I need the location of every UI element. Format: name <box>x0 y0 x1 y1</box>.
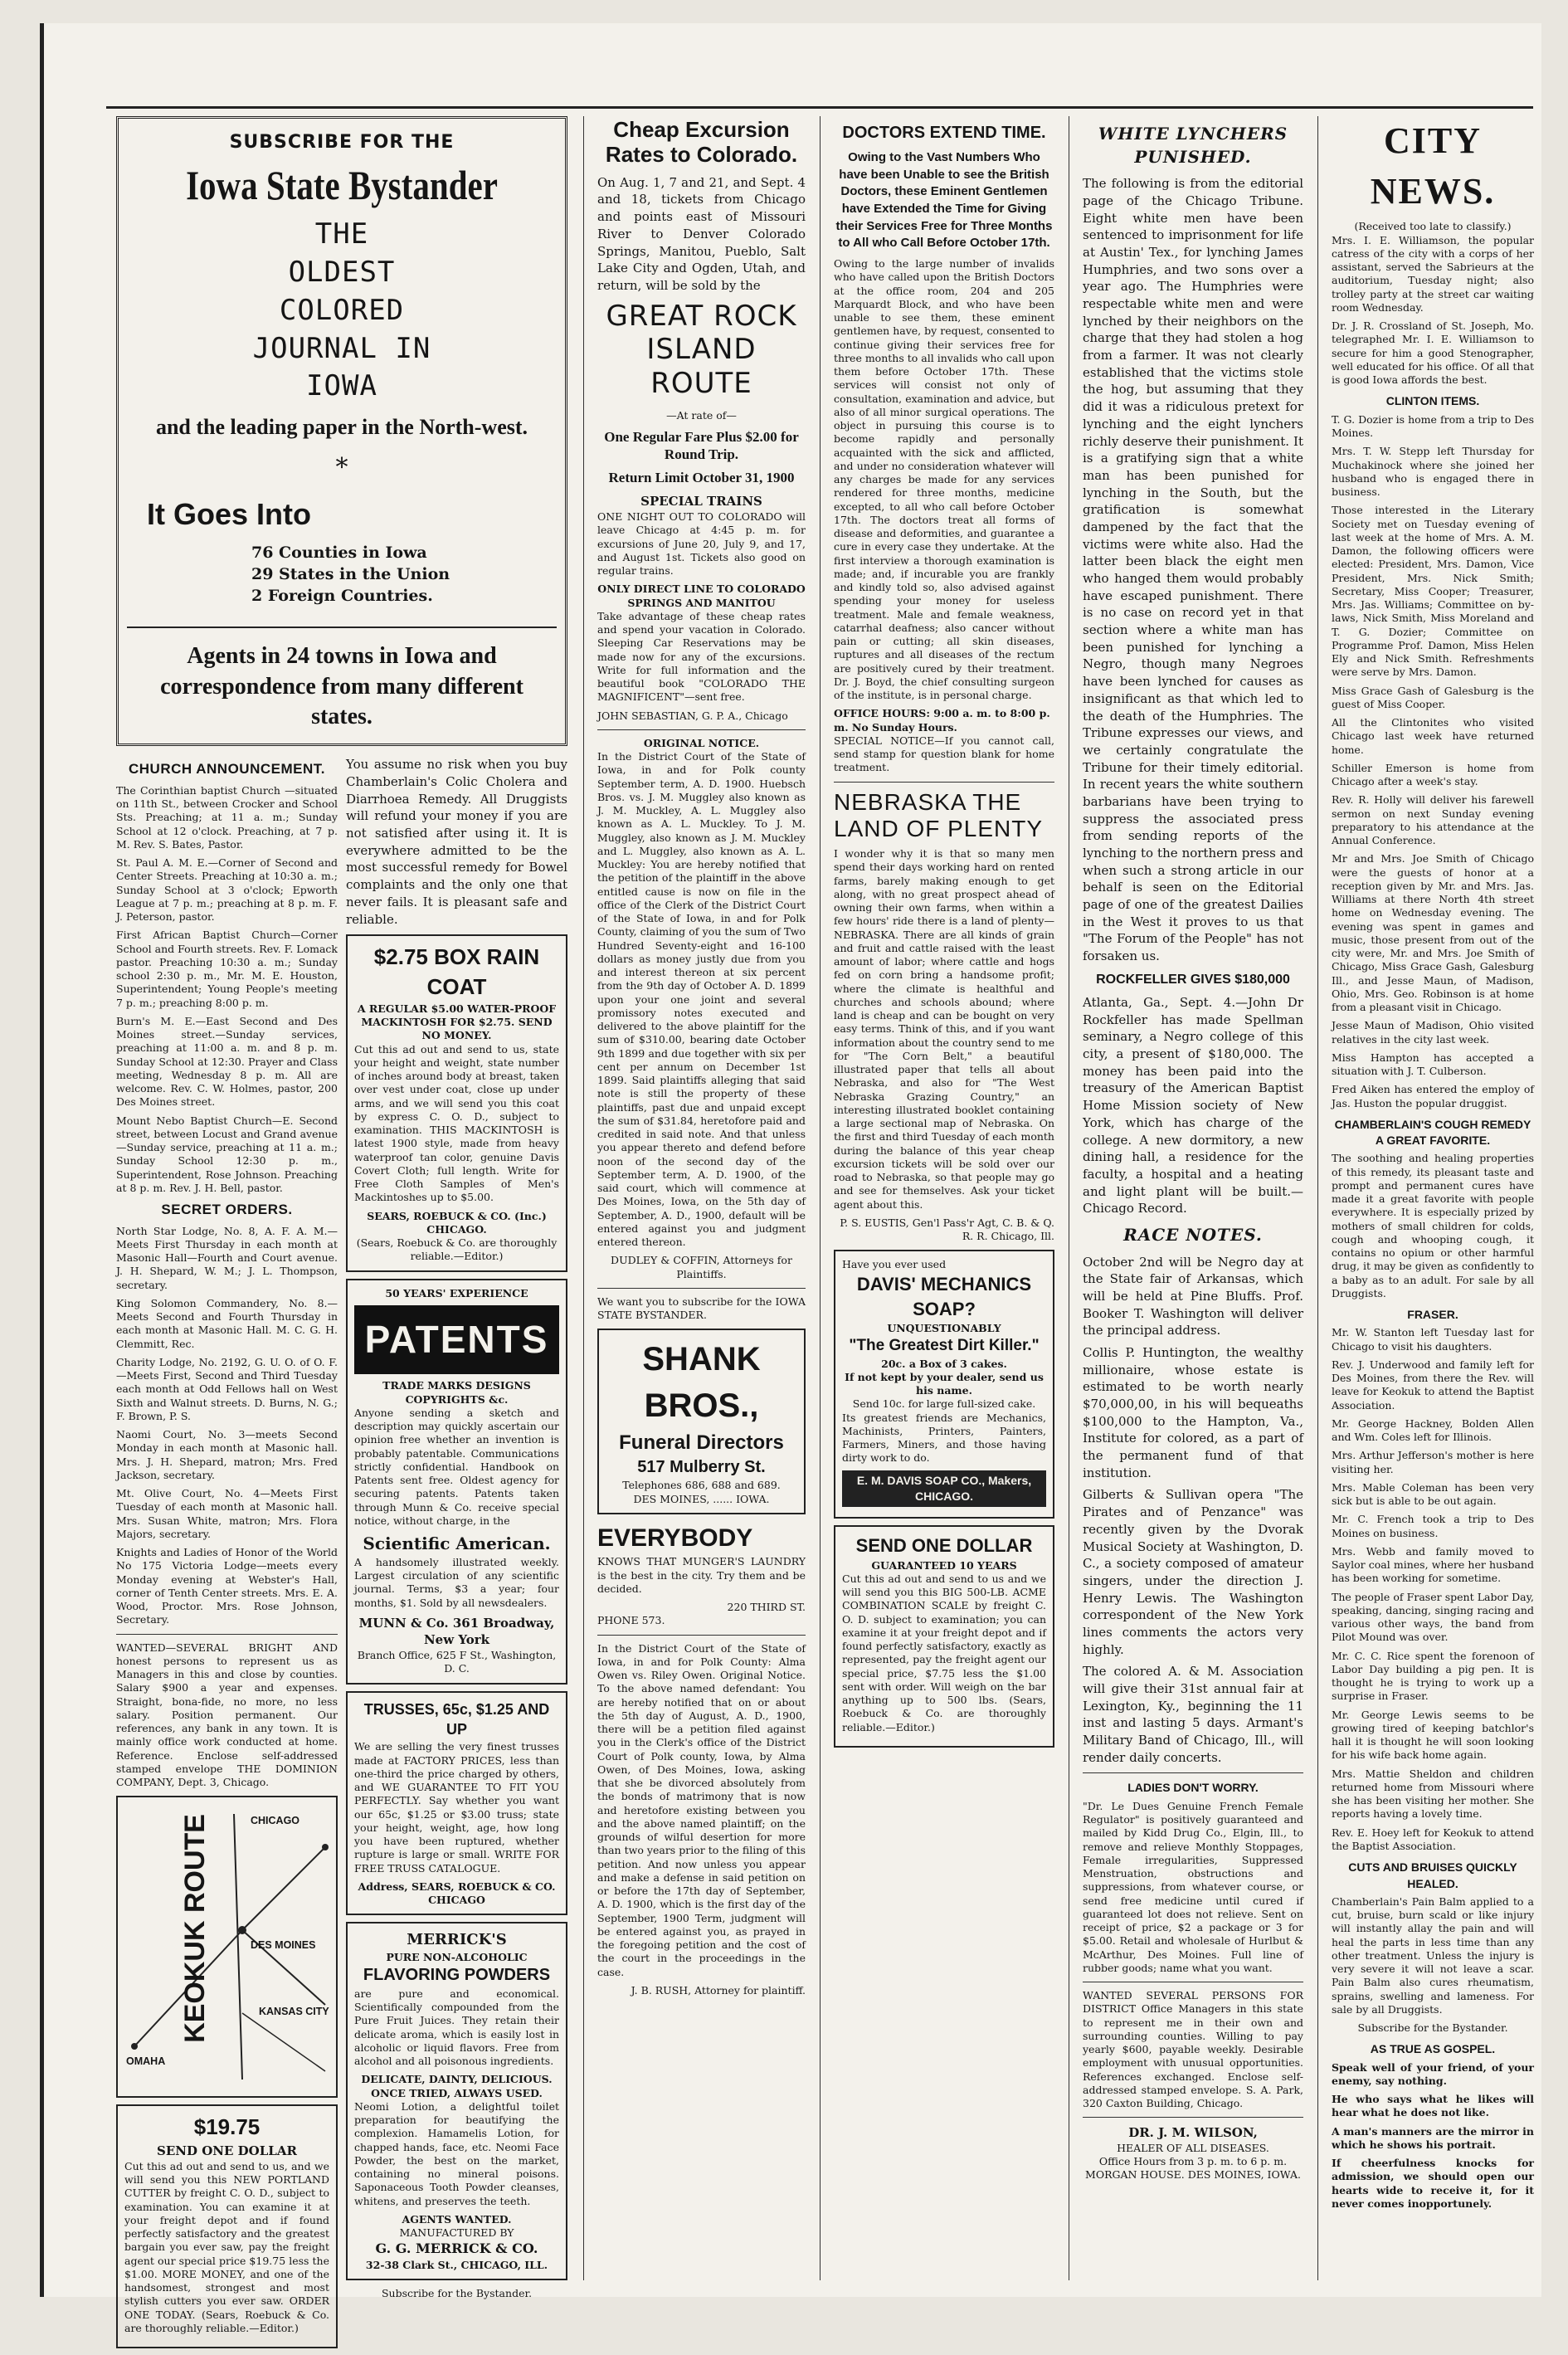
clinton-item: Mr and Mrs. Joe Smith of Chicago were the guests of honor at a reception given by Mr. and Mrs. Jas. Williams at there North 4th street home on Wednesday evening. The evening was spent in games and music, those present from out of the city were, Mr. and Mrs. Joe Smith of Chicago, Miss Grace Gash, Galesburg Ill., and Jesse Maun, of Madison, Ohio, Mrs. Geo. Robinson is at home from a pleasant visit in Chicago. <box>1332 852 1534 1013</box>
secret-item: Naomi Court, No. 3—meets Second Monday in each month at Masonic hall. Mrs. J. H. Shepard, matron; Mrs. Fred Jackson, secretary. <box>116 1428 338 1481</box>
patents-marks: TRADE MARKS DESIGNS COPYRIGHTS &c. <box>382 1379 531 1406</box>
merrick-agents: AGENTS WANTED. <box>402 2212 512 2226</box>
davis-sub: UNQUESTIONABLY <box>887 1322 1001 1335</box>
excursion-heading: Cheap Excursion Rates to Colorado. <box>605 117 798 167</box>
fraser-item: The people of Fraser spent Labor Day, speaking, dancing, singing racing and various other ways, the band from Pilot Mound was over. <box>1332 1590 1534 1644</box>
excursion-text: On Aug. 1, 7 and 21, and Sept. 4 and 18, tickets from Chicago and points east of Missouri River to Denver Colorado Springs, Manitou, Pueblo, Salt Lake City and Ogden, Utah, and return, will be sold by the <box>597 174 806 293</box>
city-note: (Received too late to classify.) <box>1354 220 1512 233</box>
davis-name: DAVIS' MECHANICS SOAP? <box>856 1273 1032 1319</box>
count-line: 76 Counties in Iowa <box>251 544 427 563</box>
fraser-item: Mrs. Mable Coleman has been very sick but is able to be out again. <box>1332 1480 1534 1508</box>
davis-tag: "The Greatest Dirt Killer." <box>849 1337 1040 1355</box>
notice2-text: In the District Court of the State of Iowa, in and for Polk County: Alma Owen vs. Riley Owen. Original Notice. To the above named defendant: You are hereby notified that on or about the 5th day of August, A. D., 1900, there will be a petition filed against you in the Clerk's office of the District Court of Polk county, Iowa, by Alma Owen, of Des Moines, Iowa, asking that she be divorced absolutely from the bonds of matrimony that is now and heretofore existing between you and the above named plaintiff; on the grounds of wilful desertion for more than two years prior to the filing of this petition. And now unless you appear and make a defense in said petition on or before the 17th day of September, A. D. 1900, which is the first day of the September, 1900 Term, judgment will be entered against you, as prayed in the foregoing petition and the cost of the court in the proceedings in the case. <box>597 1641 806 1978</box>
wanted-ad-2: WANTED SEVERAL PERSONS FOR DISTRICT Office Managers in this state to represent me in their own and surrounding counties. Willing to pay yearly $600, payable weekly. Desirable employment with unusual opportunities. References exchanged. Enclose self-addressed stamped envelope. S. A. Park, 320 Caxton Building, Chicago. <box>1083 1989 1303 2110</box>
cutter-heading: SEND ONE DOLLAR <box>157 2143 297 2159</box>
patents-text2: A handsomely illustrated weekly. Largest circulation of any scientific journal. Terms, $3 a year; four months, $1. Sold by all newsdealers. <box>354 1555 559 1609</box>
shank-tel: Telephones 686, 688 and 689. <box>622 1479 781 1492</box>
raincoat-note: (Sears, Roebuck & Co. are thoroughly reliable.—Editor.) <box>356 1236 558 1263</box>
doctors-hours: OFFICE HOURS: 9:00 a. m. to 8:00 p. m. No Sunday Hours. <box>834 707 1050 734</box>
davis-footer: E. M. DAVIS SOAP CO., Makers, CHICAGO. <box>842 1470 1046 1508</box>
scientific-american: Scientific American. <box>363 1533 551 1554</box>
star-ornament: * <box>335 453 348 483</box>
excursion-sign: JOHN SEBASTIAN, G. P. A., Chicago <box>597 709 788 722</box>
oldest-line: THE <box>314 217 369 251</box>
davis-price: 20c. a Box of 3 cakes. <box>881 1357 1007 1370</box>
wilson-title: HEALER OF ALL DISEASES. <box>1117 2141 1269 2154</box>
excursion-special: SPECIAL TRAINS <box>640 494 762 510</box>
everybody-heading: EVERYBODY <box>597 1524 753 1552</box>
count-line: 2 Foreign Countries. <box>251 586 433 605</box>
secret-item: North Star Lodge, No. 8, A. F. A. M.—Meets First Thursday in each month at Masonic Hall—Fourth and Court avenue. J. H. Shepard, W. M.; J. L. Thompson, secretary. <box>116 1224 338 1291</box>
excursion-rate: —At rate of— <box>666 408 737 422</box>
clinton-item: Those interested in the Literary Society met on Tuesday evening of last week at the home of Mrs. A. M. Damon, the following officers were elected: President, Mrs. Damon, Vice President, Mrs. Nick Smith; Secretary, Miss Cooper; Treasurer, Mrs. Jas. Williams; Committee on by-laws, Nick Smith, Miss Moreland and T. G. Dozier; Committee on Programme Prof. Damon, Miss Helen Ely and Nick Smith. Refreshments were serve by Mrs. Damon. <box>1332 504 1534 679</box>
fraser-item: Mrs. Webb and family moved to Saylor coal mines, where her husband has been working for sometime. <box>1332 1544 1534 1585</box>
nebraska-text: I wonder why it is that so many men spend their days working hard on rented farms, barely making enough to get along, with no great prospect ahead of owning their own farms, when within a few hours' ride there is a land of plenty—NEBRASKA. There are all kinds of grain and fruit and cattle raised with the least amount of labor; where cattle and hogs fed on corn bring a handsome profit; where the climate is healthful and churches and schools abound; where land is cheap and can be bought on very easy terms. Think of this, and if you want information about the country send to me for "The Corn Belt," a beautiful illustrated paper that tells all about Nebraska, and also for "The West Nebraska Grazing Country," an interesting illustrated booklet containing a large sectional map of Nebraska. On the first and third Tuesday of each month during the balance of this year cheap excursion tickets will be sold over our road to Nebraska, so that people may go and see for themselves. Ask your ticket agent about this. <box>834 847 1054 1211</box>
column-2 <box>587 116 816 2280</box>
raincoat-ad <box>346 934 567 1272</box>
oldest-line: IOWA <box>306 369 377 403</box>
merrick-ad <box>346 1922 567 2280</box>
church-heading: CHURCH ANNOUNCEMENT. <box>129 761 325 778</box>
city-news-heading: CITY NEWS. <box>1370 120 1496 212</box>
gospel-item: If cheerfulness knocks for admission, we should open our hearts wide to receive it, for it never comes inopportunely. <box>1332 2157 1534 2210</box>
paper-name: Iowa State Bystander <box>186 162 498 209</box>
trusses-text: We are selling the very finest trusses made at FACTORY PRICES, less than one-third the price charged by others, and WE GUARANTEE TO FIT YOU PERFECTLY. Say whether you want our 65c, $1.25 or $3.00 truss; state your height, weight, age, how long you have been ruptured, whether rupture is large or small. WRITE FOR FREE TRUSS CATALOGUE. <box>354 1740 559 1875</box>
subscribe-box <box>116 116 567 746</box>
want-subscribe: We want you to subscribe for the IOWA STATE BYSTANDER. <box>597 1295 806 1322</box>
race-item: October 2nd will be Negro day at the State fair of Arkansas, which will be held at Pine Bluffs. Prof. Booker T. Washington will deliver the principal address. <box>1083 1254 1303 1338</box>
merrick-sub: PURE NON-ALCOHOLIC <box>386 1951 528 1964</box>
church-item: First African Baptist Church—Corner School and Fourth streets. Rev. F. Lomack pastor. Preaching 10:30 a. m.; Sunday school 2:30 p. m., Mr. M. E. Houston, Superintendent; Young People's meeting 7 p. m.; preaching 8:00 p. m. <box>116 929 338 1009</box>
fraser-item: Mr. C. C. Rice spent the forenoon of Labor Day building a pig pen. It is thought he is trying to work up a surprise in Fraser. <box>1332 1649 1534 1703</box>
divider <box>1083 1772 1303 1773</box>
race-item: Gilberts & Sullivan opera "The Pirates and of Penzance" was recently given by the Dvorak Musical Society at Washington, D. C., a society composed of amateur singers, under the direction J. Henry Lewis. The Washington correspondent of the New York lines comments the actors very highly. <box>1083 1487 1303 1657</box>
raincoat-text: Cut this ad out and send to us, state your height and weight, state number of inches around body at breast, taken over vest under coat, close up under arms, and we will send you this coat by express C. O. D., subject to examination. THIS MACKINTOSH is latest 1900 style, made from heavy waterproof tan color, genuine Davis Covert Cloth; full length. Write for Free Cloth Samples of Men's Mackintoshes up to $5.00. <box>354 1042 559 1204</box>
divider <box>597 1288 806 1289</box>
merrick-tag: DELICATE, DAINTY, DELICIOUS. <box>361 2073 553 2086</box>
wilson-hours: Office Hours from 3 p. m. to 6 p. m. <box>1098 2155 1288 2168</box>
patents-top: 50 YEARS' EXPERIENCE <box>385 1286 528 1299</box>
merrick-text: are pure and economical. Scientifically compounded from the Pure Fruit Juices. They retain their delicate aroma, which is easily lost in alcoholic or liquid flavors. Free from alcohol and all poisonous ingredients. <box>354 1987 559 2068</box>
shank-sub: Funeral Directors <box>619 1431 784 1454</box>
merrick-tried: ONCE TRIED, ALWAYS USED. <box>371 2086 543 2099</box>
davis-soap-ad <box>834 1250 1054 1519</box>
count-line: 29 States in the Union <box>251 564 450 583</box>
doctors-heading: DOCTORS EXTEND TIME. <box>842 124 1046 142</box>
secret-item: King Solomon Commandery, No. 8.—Meets Second and Fourth Thursday in each month at Masonic Hall. M. C. G. H. Clemmitt, Rec. <box>116 1296 338 1350</box>
race-heading: RACE NOTES. <box>1123 1224 1263 1245</box>
everybody-phone: PHONE 573. <box>597 1614 665 1627</box>
counts-list <box>127 543 557 607</box>
fraser-item: Mr. C. French took a trip to Des Moines on business. <box>1332 1513 1534 1539</box>
city-item: Dr. J. R. Crossland of St. Joseph, Mo. telegraphed Mr. I. E. Williamson to secure for him a good Stenographer, well educated for his office. Of all that is good Iowa affords the best. <box>1332 319 1534 387</box>
rock-island-route: GREAT ROCK ISLAND ROUTE <box>606 299 797 401</box>
notice1-heading: ORIGINAL NOTICE. <box>643 736 760 749</box>
divider <box>597 1635 806 1636</box>
clinton-item: T. G. Dozier is home from a trip to Des Moines. <box>1332 412 1534 439</box>
fraser-item: Mr. George Lewis seems to be growing tired of keeping batchlor's hall it is thought he will soon looking for his wife back home again. <box>1332 1708 1534 1762</box>
column-3 <box>824 116 1064 2280</box>
excursion-limit: Return Limit October 31, 1900 <box>608 470 795 486</box>
cough-text: The soothing and healing properties of this remedy, its pleasant taste and prompt and permanent cures have made it a great favorite with people everywhere. It is especially prized by mothers of small children for colds, cough and whooping cough, it contains no opium or other harmful drug, it may be given as confidently to a baby as to an adult. For sale by all Druggists. <box>1332 1152 1534 1299</box>
fraser-item: Mrs. Arthur Jefferson's mother is here visiting her. <box>1332 1449 1534 1475</box>
cholera-ad: You assume no risk when you buy Chamberlain's Colic Cholera and Diarrhoea Remedy. All Druggists will refund your money if you are not satisfied after using it. It is everywhere admitted to be the most successful remedy for Bowel complaints and the only one that never fails. It is pleasant safe and reliable. <box>346 757 567 927</box>
gospel-heading: AS TRUE AS GOSPEL. <box>1370 2042 1496 2056</box>
column-1 <box>106 116 577 2334</box>
column-5 <box>1322 116 1544 2280</box>
cuts-heading: CUTS AND BRUISES QUICKLY HEALED. <box>1348 1860 1517 1890</box>
everybody-text: KNOWS THAT MUNGER'S LAUNDRY is the best in the city. Try them and be decided. <box>597 1555 806 1595</box>
oldest-line: COLORED <box>279 293 405 327</box>
notice2-sign: J. B. RUSH, Attorney for plaintiff. <box>631 1983 806 1997</box>
ladies-text: "Dr. Le Dues Genuine French Female Regulator" is positively guaranteed and mailed by Kidd Drug Co., Elgin, Ill., to remove and relieve Monthly Stoppages, Female irregularities, Suppressed Menstruation, obstructions and suppressions, from whatever course, or send free medicine until cured if guaranteed lot does not relieve. Sent on receipt of price, $2 a package or 3 for $5.00. Retail and wholesale of Hurlbut & McArthur, Des Moines. Full line of rubber goods; name what you want. <box>1083 1799 1303 1974</box>
fraser-item: Rev. E. Hoey left for Keokuk to attend the Baptist Association. <box>1332 1826 1534 1852</box>
trusses-ad <box>346 1691 567 1916</box>
trusses-heading: TRUSSES, 65c, $1.25 AND UP <box>363 1700 550 1738</box>
excursion-direct: ONLY DIRECT LINE TO COLORADO SPRINGS AND MANITOU <box>597 583 806 609</box>
raincoat-footer: SEARS, ROEBUCK & CO. (Inc.) CHICAGO. <box>367 1209 547 1236</box>
excursion-adv: Take advantage of these cheap rates and spend your vacation in Colorado. Sleeping Car Reservations may be made now for any of the excursions. Write for full information and the beautiful book "COLORADO THE MAGNIFICENT"—sent free. <box>597 609 806 704</box>
davis-sample: Send 10c. for large full-sized cake. <box>852 1397 1036 1411</box>
divider <box>116 1634 338 1635</box>
oldest-line: OLDEST <box>288 255 396 289</box>
scale-text: Cut this ad out and send to us and we will send you this BIG 500-LB. ACME COMBINATION SCALE by freight C. O. D. subject to examination; you can examine it at your freight depot and if found perfectly satisfactory, exactly as represented, pay the freight agent our special price, $7.75 less the $1.00 sent with order. Will weigh on the bar anything up to 500 lbs. (Sears, Roebuck & Co. are thoroughly reliable.—Editor.) <box>842 1572 1046 1733</box>
nebraska-sign: P. S. EUSTIS, Gen'l Pass'r Agt, C. B. & Q. R. R. Chicago, Ill. <box>840 1216 1054 1242</box>
excursion-fare: One Regular Fare Plus $2.00 for Round Trip. <box>604 429 799 462</box>
goes-into: It Goes Into <box>147 496 311 531</box>
doctors-notice: SPECIAL NOTICE—If you cannot call, send stamp for question blank for home treatment. <box>834 734 1054 774</box>
column-rule <box>820 116 821 2280</box>
clinton-item: Mrs. T. W. Stepp left Thursday for Muchakinock where she joined her husband who is engaged there in business. <box>1332 445 1534 498</box>
doctors-text: Owing to the large number of invalids who have called upon the British Doctors at the office room, 204 and 205 Marquardt Block, and who have been unable to see them, these eminent gentlemen have, by request, consented to continue giving their services free for three months to all invalids who call upon them before October 17th. These services will consist not only of consultation, examination and advice, but also of all minor surgical operations. The object in pursuing this course is to become rapidly and personally acquainted with the sick and afflicted, and under no consideration whatever will any charges be made for any services rendered for three months, medicine excepted, to all who call before October 17th. The doctors treat all forms of disease and deformities, and guarantee a cure in every case they undertake. At the first interview a thorough examination is made; and, if incurable you are frankly and kindly told so, also advised against spending your money for useless treatment. Male and female weakness, catarrhal deafness; also cancer without pain or cutting; all skin diseases, ruptures and all diseases of the rectum are positively cured by their treatment. Dr. J. Boyd, the chief consulting surgeon of the institute, is in personal charge. <box>834 257 1054 702</box>
rockefeller-heading: ROCKFELLER GIVES $180,000 <box>1096 972 1290 987</box>
secret-heading: SECRET ORDERS. <box>161 1202 293 1218</box>
race-item: Collis P. Huntington, the wealthy millionaire, whose estate is estimated to be worth nearly $70,000,00, in his will bequeaths $100,000 to the Hampton, Va., Institute for colored, as a part of the permanent fund of that institution. <box>1083 1344 1303 1480</box>
column-rule <box>583 116 584 2280</box>
scale-guarantee: GUARANTEED 10 YEARS <box>871 1558 1017 1572</box>
merrick-co: G. G. MERRICK & CO. <box>375 2240 538 2257</box>
merrick-lotion: Neomi Lotion, a delightful toilet preparation for beautifying the complexion. Hamamelis Lotion, for chapped hands, face, etc. Neomi Face Powder, the best on the market, containing no mineral poisons. Saponaceous Tooth Powder cleanses, whitens, and preserves the teeth. <box>354 2099 559 2207</box>
merrick-mfg: MANUFACTURED BY <box>399 2226 514 2240</box>
raincoat-sub: A REGULAR $5.00 WATER-PROOF MACKINTOSH FOR $2.75. SEND NO MONEY. <box>357 1002 557 1042</box>
rockefeller-text: Atlanta, Ga., Sept. 4.—John Dr Rockfeller has made Spellman seminary, a Negro college of this city, a present of $180,000. The money has been paid into the treasury of the American Baptist Home Mission society of New York, which has charge of the college. A new dormitory, a new dining hall, a residence for the faculty, a hospital and a heating and light plant will be built.—Chicago Record. <box>1083 995 1303 1217</box>
subscribe-heading: SUBSCRIBE FOR THE <box>229 132 455 153</box>
fraser-item: Rev. J. Underwood and family left for Des Moines, from there the Rev. will leave for Keokuk to attend the Baptist Association. <box>1332 1358 1534 1412</box>
subcolumn-left <box>116 756 338 2355</box>
keokuk-route-map <box>116 1796 338 2098</box>
oldest-line: JOURNAL IN <box>252 331 431 365</box>
fraser-item: Mr. W. Stanton left Tuesday last for Chicago to visit his daughters. <box>1332 1326 1534 1353</box>
map-city: KANSAS CITY <box>259 2006 329 2018</box>
agents-text: Agents in 24 towns in Iowa and correspondence from many different states. <box>127 627 557 732</box>
clinton-item: Jesse Maun of Madison, Ohio visited relatives in the city last week. <box>1332 1019 1534 1046</box>
secret-item: Knights and Ladies of Honor of the World No 175 Victoria Lodge—meets every Monday evening at Webster's Hall, corner of Tenth Center streets. Mrs. E. A. Wood, Proctor. Mrs. Rose Johnson, Secretary. <box>116 1546 338 1626</box>
leading-paper: and the leading paper in the North-west. <box>155 415 528 440</box>
newspaper-page <box>40 23 1541 2334</box>
city-item: Mrs. I. E. Williamson, the popular catress of the city with a corps of her assistant, served the Sabrieurs at the auditorium, Tuesday night; also trolley party at the street car waiting room Wednesday. <box>1332 233 1534 314</box>
cutter-text: Cut this ad out and send to us, and we will send you this NEW PORTLAND CUTTER by freight C. O. D., subject to examination. You can examine it at your freight depot and if found perfectly satisfactory and the greatest bargain you ever saw, pay the freight agent our special price $19.75 less the $1.00. MORE MONEY, and one of the handsomest, strongest and most stylish cutters you ever saw. ORDER ONE TODAY. (Sears, Roebuck & Co. are thoroughly reliable.—Editor.) <box>124 2159 329 2334</box>
cutter-price: $19.75 <box>193 2114 261 2140</box>
subscribe-line: Subscribe for the Bystander. <box>381 2286 533 2299</box>
shank-city: DES MOINES, ...... IOWA. <box>633 1492 770 1505</box>
secret-item: Mt. Olive Court, No. 4—Meets First Tuesday of each month at Masonic hall. Mrs. Susan White, matron; Mrs. Flora Majors, secretary. <box>116 1487 338 1540</box>
fraser-item: Mr. George Hackney, Bolden Allen and Wm. Coles left for Illinois. <box>1332 1416 1534 1444</box>
clinton-item: Rev. R. Holly will deliver his farewell sermon on next Sunday evening preparatory to his attendance at the Annual Conference. <box>1332 793 1534 846</box>
masthead-rule <box>106 106 1533 109</box>
nebraska-heading: NEBRASKA THE LAND OF PLENTY <box>834 788 1044 841</box>
fraser-item: Mrs. Mattie Sheldon and children returned home from Missouri where she has been visiting her mother. She reports having a lovely time. <box>1332 1767 1534 1821</box>
scale-heading: SEND ONE DOLLAR <box>855 1535 1033 1557</box>
divider <box>834 782 1054 783</box>
church-list <box>116 784 338 1195</box>
shank-ad <box>597 1329 806 1514</box>
excursion-night: ONE NIGHT OUT TO COLORADO will leave Chicago at 4:45 p. m. for excursions of June 20, July 9, and 17, and August 1st. Tickets also good on regular trains. <box>597 510 806 578</box>
lynchers-heading: WHITE LYNCHERS PUNISHED. <box>1098 124 1288 167</box>
column-1-subcolumns <box>116 756 567 2355</box>
column-4 <box>1073 116 1313 2280</box>
subscribe-line-2: Subscribe for the Bystander. <box>1357 2021 1508 2035</box>
cutter-ad <box>116 2104 338 2348</box>
gospel-item: A man's manners are the mirror in which he shows his portrait. <box>1332 2124 1534 2151</box>
munn-address: MUNN & Co. 361 Broadway, New York <box>358 1615 555 1648</box>
patents-word: PATENTS <box>354 1305 559 1374</box>
divider <box>1083 2117 1303 2118</box>
branch-office: Branch Office, 625 F St., Washington, D. C. <box>357 1649 557 1675</box>
church-item: St. Paul A. M. E.—Corner of Second and Center Streets. Preaching at 10:30 a. m.; Sunday School at 3 o'clock; Epworth League at 7 p. m.; preaching at 8 p. m. F. J. Peterson, pastor. <box>116 856 338 924</box>
shank-name: SHANK BROS., <box>642 1341 761 1424</box>
gospel-item: He who says what he likes will hear what he does not like. <box>1332 2093 1534 2119</box>
shank-addr: 517 Mulberry St. <box>637 1457 766 1476</box>
raincoat-heading: $2.75 BOX RAIN COAT <box>373 944 540 1000</box>
wilson-addr: MORGAN HOUSE. DES MOINES, IOWA. <box>1085 2168 1301 2182</box>
oldest-text <box>127 216 557 406</box>
secret-list <box>116 1225 338 1790</box>
clinton-item: Miss Grace Gash of Galesburg is the guest of Miss Cooper. <box>1332 684 1534 710</box>
patents-ad <box>346 1279 567 1685</box>
trusses-footer: Address, SEARS, ROEBUCK & CO. CHICAGO <box>358 1880 556 1907</box>
ladies-heading: LADIES DON'T WORRY. <box>1127 1781 1259 1795</box>
church-item: The Corinthian baptist Church —situated on 11th St., between Crocker and School Sts. Preaching; at 11 a. m.; Sunday School at 12 o'clock. Preaching, at 7 p. M. Rev. S. Bates, Pastor. <box>116 783 338 851</box>
cuts-text: Chamberlain's Pain Balm applied to a cut, bruise, burn scald or like injury will instantly allay the pain and will heal the parts in less time than any other treatment. Unless the injury is very severe it will not leave a scar. Pain Balm also cures rheumatism, sprains, swelling and lameness. For sale by all Druggists. <box>1332 1894 1534 2016</box>
patents-text: Anyone sending a sketch and description may quickly ascertain our opinion free whether an invention is probably patentable. Communications strictly confidential. Handbook on Patents sent free. Oldest agency for securing patents. Patents taken through Munn & Co. receive special notice, without charge, in the <box>354 1406 559 1527</box>
gospel-item: Speak well of your friend, of your enemy, say nothing. <box>1332 2060 1534 2087</box>
subcolumn-right <box>346 756 567 2355</box>
davis-dealer: If not kept by your dealer, send us his name. <box>845 1370 1044 1397</box>
column-rule <box>1317 116 1318 2280</box>
everybody-addr: 220 THIRD ST. <box>727 1601 806 1614</box>
clinton-item: Schiller Emerson is home from Chicago after a week's stay. <box>1332 761 1534 787</box>
clinton-item: All the Clintonites who visited Chicago last week have returned home. <box>1332 716 1534 756</box>
clinton-item: Miss Hampton has accepted a situation with J. T. Culberson. <box>1332 1051 1534 1077</box>
lynchers-text: The following is from the editorial page of the Chicago Tribune. Eight white men have been sentenced to imprisonment for life at Austin' Tex., for lynching James Humphries, and two sons over a year ago. The Humphries were respectable white men and were lynched by their neighbors on the charge that they had stolen a hog from a farmer. It was not clearly established that the victims stole the hog, but assuming that they did it was a ridiculous pretext for lynching and the eight lynchers richly deserve their punishment. It is a gratifying sign that a white man has been punished for lynching in the South, but the gratification is somewhat dampened by the fact that the victims were white also. Had the latter been black the eight men who hanged them would probably have escaped punishment. There is no case on record yet in that section where a white man has been punished for lynching a Negro, though many Negroes have been lynched for causes as insignificant as that which led to the death of the Humphries. The Tribune expresses our views, and we certainly congratulate the Tribune for their timely editorial. In recent years the white southern barbarians have been trying to suppress the associated press from sending reports of the lynching to the northern press and when such a strong article in our behalf is seen on the Editorial page of one of the greatest Dailies in the West it proves to us that "The Forum of the People" has not forsaken us. <box>1083 176 1303 964</box>
wanted-ad: WANTED—SEVERAL BRIGHT AND honest persons to represent us as Managers in this and close by counties. Salary $900 a year and expenses. Straight, bona-fide, no more, no less salary. Position permanent. Our references, any bank in any town. It is mainly office work conducted at home. Reference. Enclose self-addressed stamped envelope THE DOMINION COMPANY, Dept. 3, Chicago. <box>116 1641 338 1788</box>
wilson-name: DR. J. M. WILSON, <box>1128 2125 1258 2141</box>
map-city: OMAHA <box>126 2055 166 2068</box>
notice1-sign: DUDLEY & COFFIN, Attorneys for Plaintiffs. <box>611 1254 792 1280</box>
merrick-title: FLAVORING POWDERS <box>363 1966 551 1985</box>
merrick-addr: 32-38 Clark St., CHICAGO, ILL. <box>365 2258 548 2271</box>
secret-item: Charity Lodge, No. 2192, G. U. O. of O. F.—Meets First, Second and Third Tuesday each month at Odd Fellows hall on West Sixth and Walnut streets. D. Burns, N. G.; F. Brown, P. S. <box>116 1355 338 1422</box>
map-city: DES MOINES <box>251 1939 316 1952</box>
davis-friends: Its greatest friends are Mechanics, Machinists, Printers, Painters, Farmers, Miners, and those having dirty work to do. <box>842 1411 1046 1465</box>
route-title: KEOKUK ROUTE <box>179 1814 211 2044</box>
clinton-heading: CLINTON ITEMS. <box>1385 394 1480 408</box>
cough-heading: CHAMBERLAIN'S COUGH REMEDY A GREAT FAVORITE. <box>1334 1117 1531 1148</box>
fraser-heading: FRASER. <box>1407 1308 1458 1322</box>
merrick-heading: MERRICK'S <box>407 1931 507 1949</box>
doctors-sub: Owing to the Vast Numbers Who have been Unable to see the British Doctors, these Eminent Gentlemen have Extended the Time for Giving their Services Free for Three Months to All who Call Before October 17th. <box>835 150 1053 251</box>
race-item: The colored A. & M. Association will give their 31st annual fair at Lexington, Ky., beginning the 11 inst and lasting 5 days. Armant's Military Band of Chicago, Ill., will render daily concerts. <box>1083 1664 1303 1765</box>
clinton-item: Fred Aiken has entered the employ of Jas. Huston the popular druggist. <box>1332 1083 1534 1109</box>
church-item: Burn's M. E.—East Second and Des Moines street.—Sunday services, preaching at 11:00 a. m. and 8 p. m. Sunday School at 12:30. Prayer and Class meeting, Wednesday 8 p. m. All are welcome. Rev. C. W. Holmes, pastor, 200 Des Moines street. <box>116 1014 338 1109</box>
davis-top: Have you ever used <box>842 1258 947 1271</box>
map-city: CHICAGO <box>251 1815 300 1827</box>
notice1-text: In the District Court of the State of Iowa, in and for Polk county September term, A. D. 1900. Huebsch Bros. vs. J. M. Muggley also known as J. M. Muckley, A. L. Muggley also known as A. L. Muckley. To J. M. Muggley, also known as J. M. Muckley and L. Muggley, also known as A. L. Muckley: You are hereby notified that the petition of the plaintiff in the above entitled cause is now on file in the office of the Clerk of the District Court of the State of Iowa, in and for Polk County, claiming of you the sum of Two Hundred Seventy-eight and 16-100 dollars as money justly due from you and interest thereon at six percent from the 9th day of October A. D. 1899 upon your one joint and several promissory notes executed and delivered to the above plaintiff for the sum of $310.00, bearing date October 9th 1899 and due together with six per cent per annum on December 1st 1899. Said plaintiffs alleging that said note is still the property of these plaintiffs, past due and unpaid except the sum of $31.84, heretofore paid and credited in said note. And that unless you appear thereto and defend before noon of the second day of the September term, A. D. 1900, of the said court, which will commence at Des Moines, Iowa, on the 5th day of September, A. D., 1900, default will be entered against you and judgment entered thereon. <box>597 750 806 1249</box>
church-item: Mount Nebo Baptist Church—E. Second street, between Locust and Grand avenue—Sunday service, preaching at 11 a. m.; Sunday School 12:30 p. m., Superintendent, Rose Johnson. Preaching at 8 p. m. Rev. J. H. Bell, pastor. <box>116 1114 338 1194</box>
divider <box>597 729 806 730</box>
scale-ad <box>834 1525 1054 1748</box>
